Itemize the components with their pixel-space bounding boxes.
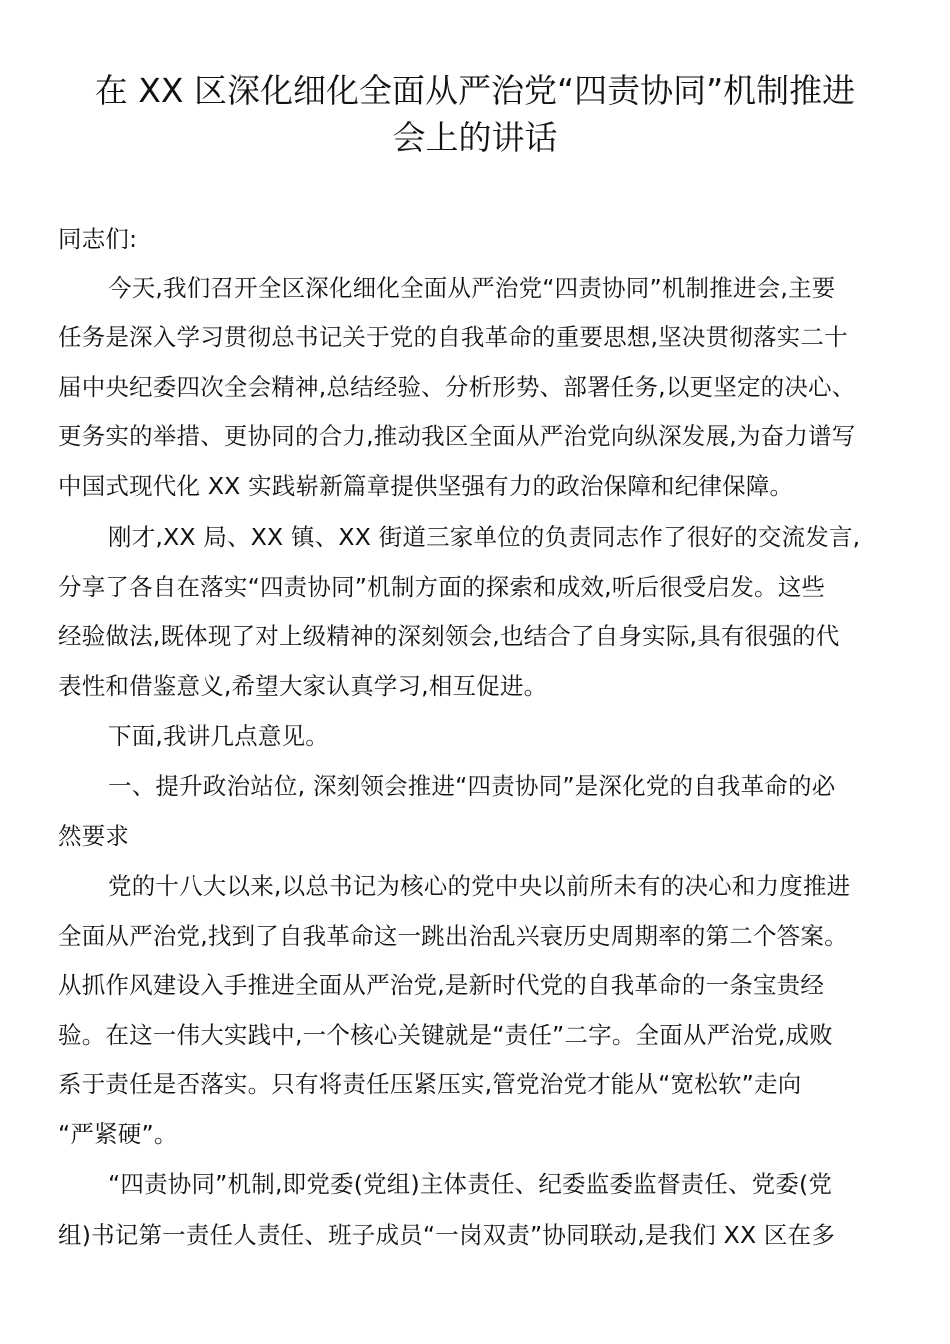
salutation: 同志们:: [58, 225, 138, 253]
paragraph-line: 更务实的举措、更协同的合力,推动我区全面从严治党向纵深发展,为奋力谱写: [58, 422, 856, 450]
paragraph-line: 党的十八大以来,以总书记为核心的党中央以前所未有的决心和力度推进: [108, 872, 851, 900]
document-title-line-2: 会上的讲话: [392, 118, 558, 157]
paragraph-line: “严紧硬”。: [58, 1120, 178, 1148]
paragraph-line: 全面从严治党,找到了自我革命这一跳出治乱兴衰历史周期率的第二个答案。: [58, 922, 848, 950]
paragraph-line: “四责协同”机制,即党委(党组)主体责任、纪委监委监督责任、党委(党: [108, 1170, 833, 1198]
paragraph-line: 从抓作风建设入手推进全面从严治党,是新时代党的自我革命的一条宝贵经: [58, 971, 825, 999]
paragraph-line: 验。在这一伟大实践中,一个核心关键就是“责任”二字。全面从严治党,成败: [58, 1021, 833, 1049]
paragraph-line: 分享了各自在落实“四责协同”机制方面的探索和成效,听后很受启发。这些: [58, 573, 826, 601]
paragraph-line: 届中央纪委四次全会精神,总结经验、分析形势、部署任务,以更坚定的决心、: [58, 373, 856, 401]
paragraph-line: 组)书记第一责任人责任、班子成员“一岗双责”协同联动,是我们 XX 区在多: [58, 1221, 836, 1249]
paragraph-line: 系于责任是否落实。只有将责任压紧压实,管党治党才能从“宽松软”走向: [58, 1070, 802, 1098]
paragraph-line: 表性和借鉴意义,希望大家认真学习,相互促进。: [58, 672, 548, 700]
paragraph-line: 中国式现代化 XX 实践崭新篇章提供坚强有力的政治保障和纪律保障。: [58, 472, 794, 500]
paragraph-line: 经验做法,既体现了对上级精神的深刻领会,也结合了自身实际,具有很强的代: [58, 622, 840, 650]
paragraph-line: 今天,我们召开全区深化细化全面从严治党“四责协同”机制推进会,主要: [108, 274, 836, 302]
paragraph-line: 然要求: [58, 822, 130, 850]
paragraph-line: 刚才,XX 局、XX 镇、XX 街道三家单位的负责同志作了很好的交流发言,: [108, 523, 861, 551]
document-title-line-1: 在 XX 区深化细化全面从严治党“四责协同”机制推进: [94, 71, 856, 110]
paragraph-line: 一、提升政治站位, 深刻领会推进“四责协同”是深化党的自我革命的必: [108, 772, 836, 800]
paragraph-line: 任务是深入学习贯彻总书记关于党的自我革命的重要思想,坚决贯彻落实二十: [58, 323, 848, 351]
paragraph-line: 下面,我讲几点意见。: [108, 722, 329, 750]
